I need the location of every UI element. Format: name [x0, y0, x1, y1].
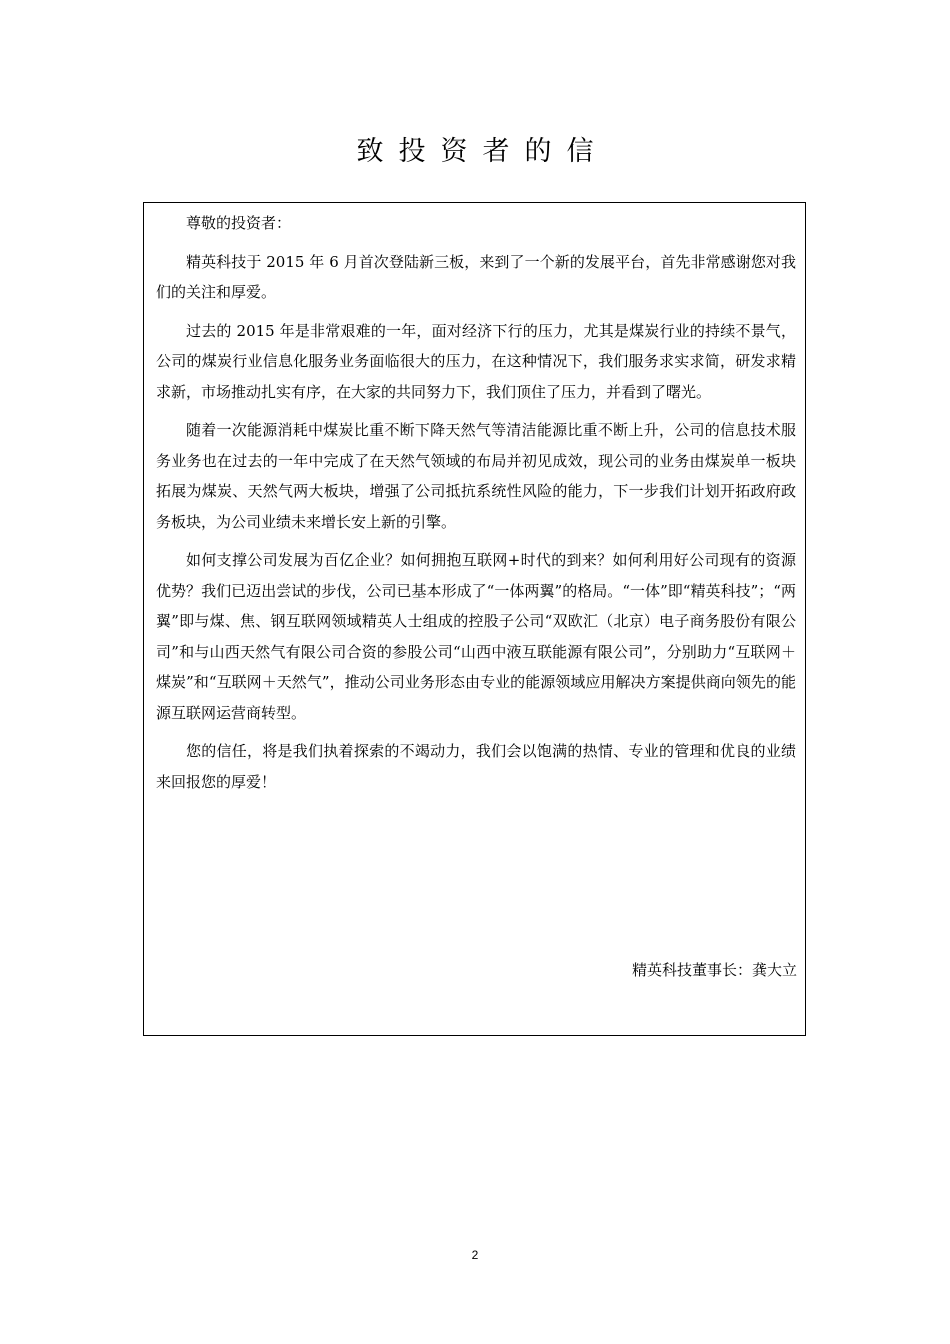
page-title: 致投资者的信: [356, 136, 609, 167]
paragraph-1: 精英科技于 2015 年 6 月首次登陆新三板，来到了一个新的发展平台，首先非常感谢您对我们的关注和厚爱。: [156, 252, 796, 301]
letter-body: [156, 208, 796, 805]
letter-box: [143, 202, 806, 1036]
paragraph-2: 过去的 2015 年是非常艰难的一年，面对经济下行的压力，尤其是煤炭行业的持续不景气，公司的煤炭行业信息化服务业务面临很大的压力，在这种情况下，我们服务求实求简，研发求精求新，市场推动扎实有序，在大家的共同努力下，我们顶住了压力，并看到了曙光。: [156, 321, 796, 401]
paragraph-3: 随着一次能源消耗中煤炭比重不断下降天然气等清洁能源比重不断上升，公司的信息技术服务业务也在过去的一年中完成了在天然气领域的布局并初见成效，现公司的业务由煤炭单一板块拓展为煤炭、天然气两大板块，增强了公司抵抗系统性风险的能力，下一步我们计划开拓政府政务板块，为公司业绩未来增长安上新的引擎。: [156, 421, 796, 531]
paragraph-4: 如何支撑公司发展为百亿企业？如何拥抱互联网+时代的到来？如何利用好公司现有的资源优势？我们已迈出尝试的步伐，公司已基本形成了“一体两翼”的格局。“一体”即“精英科技”；“两翼”即与煤、焦、钢互联网领域精英人士组成的控股子公司“双欧汇（北京）电子商务股份有限公司”和与山西天然气有限公司合资的参股公司“山西中液互联能源有限公司”，分别助力“互联网＋煤炭”和“互联网＋天然气”，推动公司业务形态由专业的能源领域应用解决方案提供商向领先的能源互联网运营商转型。: [156, 551, 796, 722]
page-number: 2: [471, 1248, 479, 1262]
salutation: 尊敬的投资者：: [186, 214, 292, 232]
signature: 精英科技董事长：龚大立: [631, 961, 797, 979]
paragraph-5: 您的信任，将是我们执着探索的不竭动力，我们会以饱满的热情、专业的管理和优良的业绩来回报您的厚爱！: [156, 742, 796, 791]
